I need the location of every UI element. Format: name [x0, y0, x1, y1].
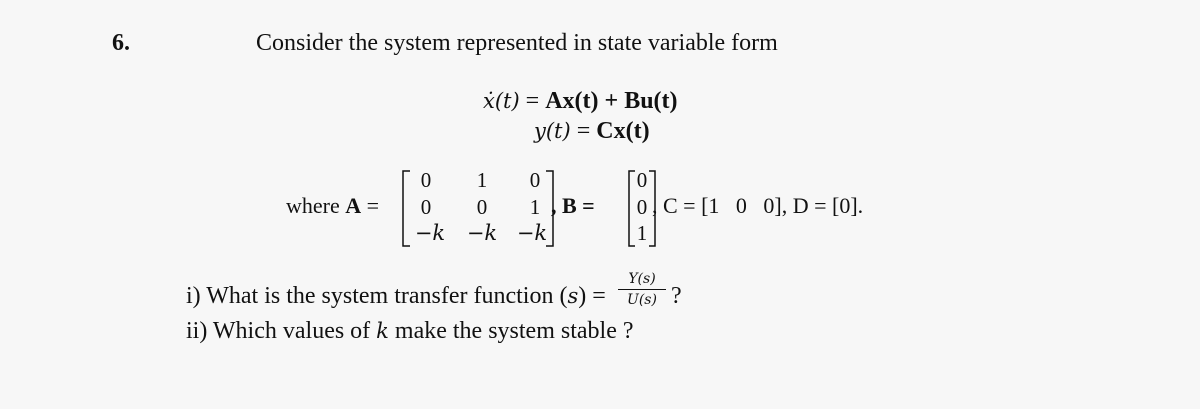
part-i: [186, 283, 606, 310]
xdot-term: ẋ(t): [483, 89, 520, 113]
where-text: where: [286, 193, 346, 218]
c-d-matrices: , C = [1 0 0], D = [0].: [652, 193, 864, 218]
state-equation-rhs: Ax(t) + Bu(t): [545, 88, 678, 114]
y-term: y(t): [534, 119, 571, 143]
question-number: 6.: [112, 30, 130, 56]
a-cell: −k: [516, 221, 548, 245]
a-cell: 0: [420, 195, 432, 219]
a-cell: −k: [414, 221, 446, 245]
equals-sign: =: [570, 118, 597, 144]
question-intro: Consider the system represented in state variable form: [256, 30, 778, 56]
fraction-numerator: Y(s): [628, 271, 656, 287]
part-ii-rest: make the system stable ?: [388, 318, 634, 344]
a-equals: =: [361, 193, 380, 218]
part-i-text: i) What is the system transfer function (: [186, 283, 568, 309]
a-cell: 1: [529, 195, 541, 219]
b-cell: 1: [636, 221, 648, 245]
a-symbol: A: [345, 193, 362, 218]
b-label: , B =: [551, 193, 595, 218]
b-cell: 0: [636, 195, 648, 219]
fraction-denominator: U(s): [627, 292, 657, 308]
a-cell: 0: [476, 195, 488, 219]
equals-sign: =: [519, 88, 546, 114]
a-cell: 0: [420, 168, 432, 192]
transfer-function-fraction: [618, 271, 666, 308]
a-cell: −k: [466, 221, 498, 245]
output-equation-rhs: Cx(t): [596, 118, 650, 144]
a-cell: 1: [476, 168, 488, 192]
fraction-bar: [618, 289, 666, 290]
a-cell: 0: [529, 168, 541, 192]
part-i-mid: ) =: [578, 283, 606, 309]
k-variable: k: [376, 319, 389, 343]
part-i-question-mark: ?: [671, 283, 682, 309]
part-ii: [186, 318, 634, 345]
b-cell: 0: [636, 168, 648, 192]
s-variable: s: [567, 284, 579, 308]
part-ii-text: ii) Which values of: [186, 318, 377, 344]
